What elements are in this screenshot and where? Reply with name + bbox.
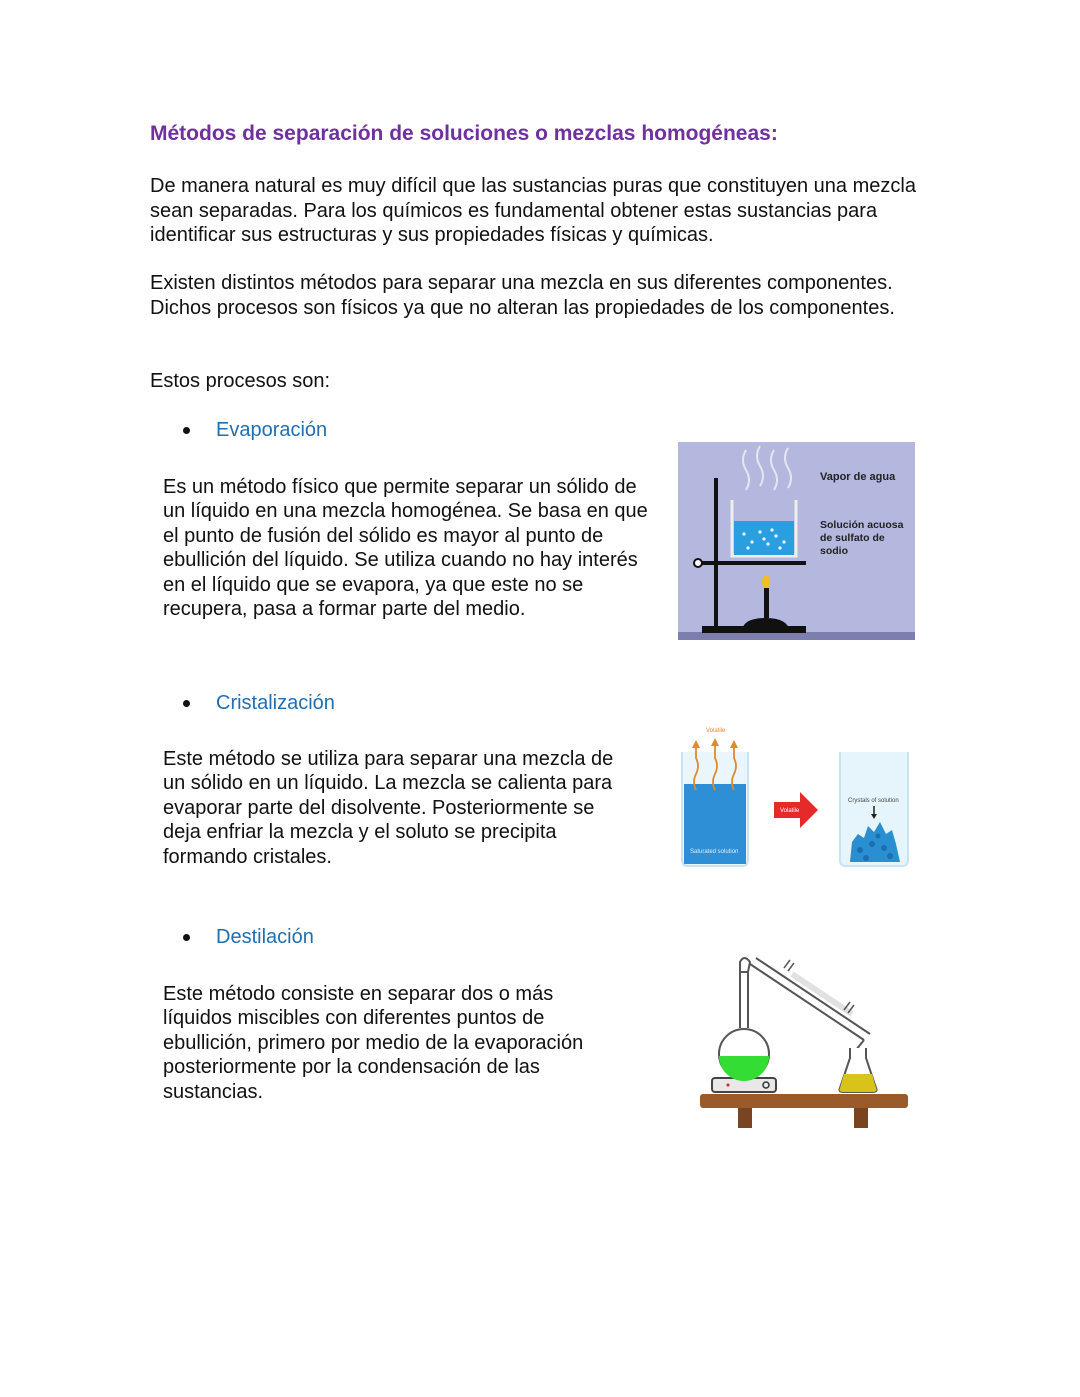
distillation-figure (696, 950, 914, 1130)
label-arrow-volatile: Volatile (780, 808, 800, 814)
crystallization-figure (676, 722, 916, 870)
method-item-evaporation (180, 419, 327, 442)
intro-paragraph-3: Estos procesos son: (150, 370, 331, 392)
label-volatile-top: Volatile (706, 728, 726, 734)
intro-paragraph-1: De manera natural es muy difícil que las sustancias puras que constituyen una mezcla sean separadas. Para los químicos es fundamental obtener estas sustancias para identificar sus estructuras y sus propiedades físicas y químicas. (150, 175, 916, 246)
bullet-dot (183, 700, 190, 707)
label-solution-2: de sulfato de (820, 532, 885, 544)
label-vapor: Vapor de agua (820, 471, 896, 483)
label-crystals: Crystals of solution (848, 798, 899, 804)
method-item-crystallization (180, 692, 335, 715)
bullet-dot (183, 427, 190, 434)
method-title-evaporation: Evaporación (216, 419, 328, 441)
method-title-crystallization: Cristalización (216, 692, 335, 714)
method-description-crystallization: Este método se utiliza para separar una mezcla de un sólido en un líquido. La mezcla se calienta para evaporar parte del disolvente. Posteriormente se deja enfriar la mezcla y el soluto se precipita formando cristales. (163, 748, 614, 868)
label-solution-3: sodio (820, 545, 848, 557)
label-saturated: Saturated solution (690, 849, 739, 855)
evaporation-figure (678, 442, 915, 640)
method-title-distillation: Destilación (216, 926, 314, 948)
method-description-distillation: Este método consiste en separar dos o más líquidos miscibles con diferentes puntos de ebullición, primero por medio de la evaporación posteriormente por la condensación de las sustancias. (163, 983, 584, 1103)
bullet-dot (183, 934, 190, 941)
method-description-evaporation: Es un método físico que permite separar un sólido de un líquido en una mezcla homogénea. Se basa en que el punto de fusión del sólido es mayor al punto de ebullición del líquido. Se utiliza cuando no hay interés en el líquido que se evapora, ya que este no se recupera, pasa a formar parte del medio. (163, 476, 648, 621)
method-item-distillation (180, 926, 314, 949)
page-heading: Métodos de separación de soluciones o mezclas homogéneas: (150, 122, 778, 145)
intro-paragraph-2: Existen distintos métodos para separar una mezcla en sus diferentes componentes. Dichos procesos son físicos ya que no alteran las propiedades de los componentes. (150, 272, 895, 319)
label-solution-1: Solución acuosa (820, 519, 904, 531)
